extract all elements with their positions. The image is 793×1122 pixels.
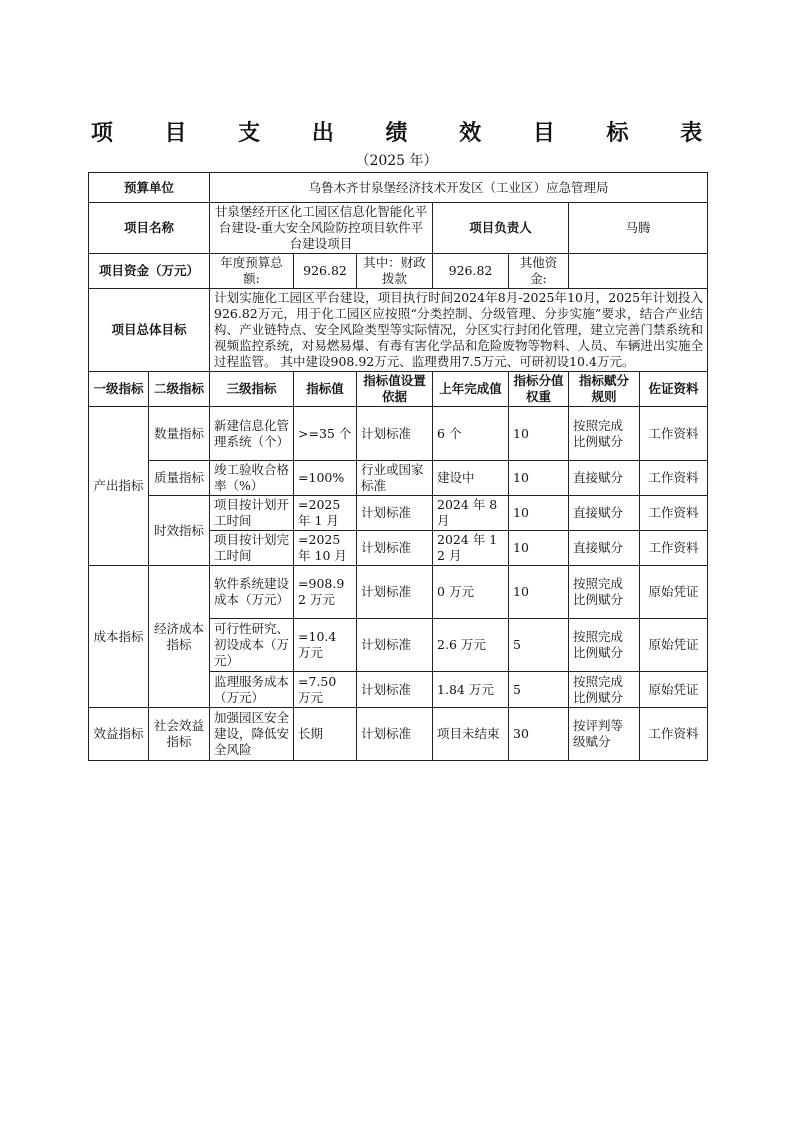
indicator-weight: 10 [509, 461, 569, 496]
column-header: 指标赋分规则 [569, 372, 640, 407]
budget-unit-label: 预算单位 [89, 173, 210, 203]
funds-label: 项目资金（万元） [89, 254, 210, 289]
level3-indicator: 软件系统建设成本（万元） [210, 566, 294, 619]
indicator-weight: 5 [509, 619, 569, 672]
fiscal-label: 其中：财政拨款 [357, 254, 433, 289]
evidence: 工作资料 [640, 461, 708, 496]
last-year-value: 1.84 万元 [433, 672, 509, 708]
column-header: 三级指标 [210, 372, 294, 407]
table-row [89, 566, 708, 619]
indicator-weight: 10 [509, 407, 569, 461]
last-year-value: 建设中 [433, 461, 509, 496]
scoring-rule: 直接赋分 [569, 496, 640, 531]
project-name-value: 甘泉堡经开区化工园区信息化智能化平台建设-重大安全风险防控项目软件平台建设项目 [210, 203, 433, 254]
annual-budget-label: 年度预算总额: [210, 254, 294, 289]
indicator-value: =908.92 万元 [294, 566, 357, 619]
level3-indicator: 项目按计划完工时间 [210, 531, 294, 566]
indicator-weight: 10 [509, 531, 569, 566]
page-title: 项 目 支 出 绩 效 目 标 表 [90, 120, 725, 146]
evidence: 原始凭证 [640, 619, 708, 672]
indicator-weight: 5 [509, 672, 569, 708]
performance-target-table [88, 172, 708, 761]
evidence: 工作资料 [640, 496, 708, 531]
annual-budget-value: 926.82 [294, 254, 357, 289]
indicator-value: 长期 [294, 708, 357, 761]
table-row [89, 496, 708, 531]
column-header: 指标分值权重 [509, 372, 569, 407]
evidence: 工作资料 [640, 708, 708, 761]
level2-quantity: 数量指标 [149, 407, 210, 461]
indicator-value: =100% [294, 461, 357, 496]
other-funds-label: 其他资金: [509, 254, 569, 289]
indicator-basis: 计划标准 [357, 496, 433, 531]
level3-indicator: 可行性研究、初设成本（万元） [210, 619, 294, 672]
indicator-basis: 计划标准 [357, 619, 433, 672]
indicator-basis: 计划标准 [357, 566, 433, 619]
overall-goal-value: 计划实施化工园区平台建设，项目执行时间2024年8月-2025年10月，2025年计划投入926.82万元，用于化工园区应按照“分类控制、分级管理、分步实施”要求，结合产业结构、产业链特点、安全风险类型等实际情况，分区实行封闭化管理，建立完善门禁系统和视频监控系统，对易燃易爆、有毒有害化学品和危险废物等物料、人员、车辆进出实施全过程监管。 其中建设908.92万元、监理费用7.5万元、可研初设10.4万元。 [210, 289, 708, 372]
page-subtitle: （2025 年） [355, 153, 438, 169]
indicator-value: >=35 个 [294, 407, 357, 461]
column-header: 佐证资料 [640, 372, 708, 407]
fiscal-value: 926.82 [433, 254, 509, 289]
last-year-value: 2024 年 12 月 [433, 531, 509, 566]
level2-social-benefit: 社会效益指标 [149, 708, 210, 761]
project-leader-label: 项目负责人 [433, 203, 569, 254]
table-row [89, 461, 708, 496]
other-funds-value [569, 254, 708, 289]
column-header: 指标值设置依据 [357, 372, 433, 407]
last-year-value: 项目未结束 [433, 708, 509, 761]
table-row [89, 407, 708, 461]
scoring-rule: 按照完成比例赋分 [569, 566, 640, 619]
indicator-basis: 计划标准 [357, 672, 433, 708]
indicator-value: =10.4 万元 [294, 619, 357, 672]
level2-quality: 质量指标 [149, 461, 210, 496]
scoring-rule: 按照完成比例赋分 [569, 672, 640, 708]
level1-output: 产出指标 [89, 407, 149, 566]
scoring-rule: 直接赋分 [569, 531, 640, 566]
last-year-value: 6 个 [433, 407, 509, 461]
level3-indicator: 新建信息化管理系统（个） [210, 407, 294, 461]
last-year-value: 2.6 万元 [433, 619, 509, 672]
last-year-value: 0 万元 [433, 566, 509, 619]
scoring-rule: 按照完成比例赋分 [569, 619, 640, 672]
indicator-value: =2025 年 1 月 [294, 496, 357, 531]
level3-indicator: 监理服务成本（万元） [210, 672, 294, 708]
indicator-weight: 10 [509, 566, 569, 619]
level2-economic-cost: 经济成本指标 [149, 566, 210, 708]
scoring-rule: 按照完成比例赋分 [569, 407, 640, 461]
level3-indicator: 竣工验收合格率（%） [210, 461, 294, 496]
indicator-basis: 计划标准 [357, 708, 433, 761]
scoring-rule: 直接赋分 [569, 461, 640, 496]
indicator-weight: 10 [509, 496, 569, 531]
project-leader-value: 马腾 [569, 203, 708, 254]
last-year-value: 2024 年 8 月 [433, 496, 509, 531]
level2-timeliness: 时效指标 [149, 496, 210, 566]
column-header: 指标值 [294, 372, 357, 407]
level3-indicator: 项目按计划开工时间 [210, 496, 294, 531]
scoring-rule: 按评判等级赋分 [569, 708, 640, 761]
project-name-label: 项目名称 [89, 203, 210, 254]
evidence: 工作资料 [640, 531, 708, 566]
indicator-value: =2025 年 10 月 [294, 531, 357, 566]
level3-indicator: 加强园区安全建设，降低安全风险 [210, 708, 294, 761]
overall-goal-label: 项目总体目标 [89, 289, 210, 372]
column-header: 二级指标 [149, 372, 210, 407]
indicator-basis: 计划标准 [357, 531, 433, 566]
evidence: 原始凭证 [640, 566, 708, 619]
column-header: 一级指标 [89, 372, 149, 407]
indicator-value: =7.50 万元 [294, 672, 357, 708]
indicator-basis: 计划标准 [357, 407, 433, 461]
level1-cost: 成本指标 [89, 566, 149, 708]
evidence: 工作资料 [640, 407, 708, 461]
evidence: 原始凭证 [640, 672, 708, 708]
table-row [89, 708, 708, 761]
level1-benefit: 效益指标 [89, 708, 149, 761]
indicator-weight: 30 [509, 708, 569, 761]
column-header: 上年完成值 [433, 372, 509, 407]
budget-unit-value: 乌鲁木齐甘泉堡经济技术开发区（工业区）应急管理局 [210, 173, 708, 203]
indicator-basis: 行业或国家标准 [357, 461, 433, 496]
